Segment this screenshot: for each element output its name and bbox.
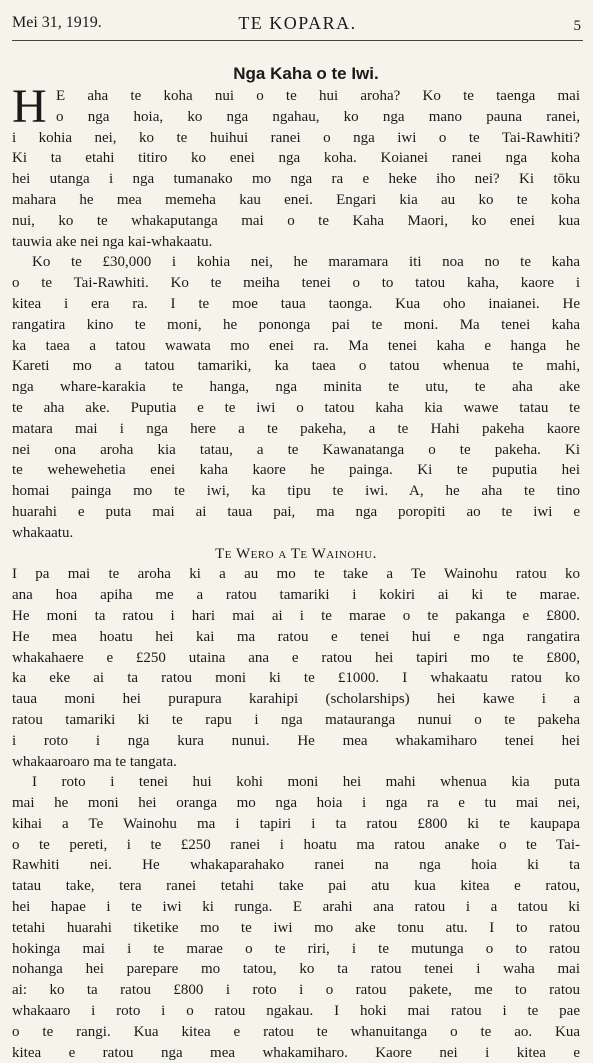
page-header	[12, 8, 583, 41]
page-number: 5	[573, 18, 581, 34]
text-line: whakahaere e £250 utaina ana e ratou hei tapiri mo te £800,	[12, 649, 580, 666]
text-line: i roto i nga kura nunui. He mea whakamiharo tenei hei	[12, 732, 580, 749]
text-line: o te pereti, i te £250 ranei i hoatu ma ratou anake o te Tai-	[12, 836, 580, 853]
text-line: ka eke ai ta ratou moni ki te £1000. I whakaatu ratou ko	[12, 670, 580, 687]
text-line: He mea hoatu hei kai ma ratou e tenei hui e nga rangatira	[12, 628, 580, 645]
text-line: hei utanga i nga tumanako mo nga ra e heke iho nei? Ki tōku	[12, 171, 580, 188]
text-line: whakaatu.	[12, 524, 74, 541]
text-line: hei hapae i te iwi ki runga. E arahi ana ratou i a tatou ki	[12, 899, 580, 916]
text-line: He moni ta ratou i hari mai ai i te marae o te pakanga e £800.	[12, 607, 580, 624]
text-line: rangatira kino te moni, he pononga pai te moni. Ma tenei kaha	[12, 316, 580, 333]
text-line: ai: ko ta ratou £800 i roto i o ratou pakete, me to ratou	[12, 982, 580, 999]
text-line: whakaaroaro ma te tangata.	[12, 753, 177, 770]
text-line: ka taea a tatou wawata mo enei ra. Ma tenei kaha e hanga he	[12, 337, 580, 354]
text-line: I roto i tenei hui kohi moni hei mahi whenua kia puta	[32, 774, 580, 791]
text-line: I pa mai te aroha ki a au mo te take a Te Wainohu ratou ko	[12, 566, 580, 583]
text-line: ratou tamariki ki te rapu i nga matauranga nunui o te pakeha	[12, 711, 580, 728]
text-line: whakaaro i roto i o ratou ngakau. I hoki mai ratou i te pae	[12, 1003, 580, 1020]
header-date: Mei 31, 1919.	[12, 14, 102, 31]
text-line: ana hoa apiha me a ratou tamariki i kokiri ai ki te marae.	[12, 587, 580, 604]
text-line: E aha te koha nui o te hui aroha? Ko te taenga mai	[56, 88, 580, 104]
text-line: kitea e ratou nga mea whakamiharo. Kaore nei i kitea e	[12, 1044, 580, 1061]
text-line: nui, ko te whakaputanga mai o te Kaha Maori, ko enei kua	[12, 212, 580, 229]
text-line: mahara he mea memeha kau enei. Engari kia au ko te koha	[12, 191, 580, 208]
text-line: homai painga mo te iwi, ka tipu te iwi. A, he aha te tino	[12, 483, 580, 500]
text-line: Ki ta etahi titiro ko enei nga koha. Koianei ranei nga koha	[12, 150, 580, 167]
drop-cap: H	[12, 80, 47, 133]
text-line: Kareti mo a tatou tamariki, ka taea o tatou whenua te mahi,	[12, 358, 580, 375]
text-line: kitea i era ra. I te moe taua taonga. Kua oho inaianei. He	[12, 295, 580, 312]
text-line: tauwia ake nei nga kai-whakaatu.	[12, 233, 213, 250]
text-line: matara mai i nga here a te pakeha, a te Hahi pakeha kaore	[12, 420, 580, 437]
text-line: tetahi huarahi tiketike mo te iwi mo ake tonu atu. I to ratou	[12, 919, 580, 936]
text-line: te aha ake. Puputia e te iwi o tatou kaha kia wawe tatau te	[12, 399, 580, 416]
text-line: mai he moni hei oranga mo nga hoia i nga ra e tu mai nei,	[12, 795, 580, 812]
opening-paragraph-start	[12, 80, 580, 133]
text-line: o te Tai-Rawhiti. Ko te meiha tenei o to tatou kaha, kaore i	[12, 275, 580, 292]
text-line: o nga hoia, ko nga ngahau, ko nga mano pauna ranei,	[56, 108, 580, 125]
text-line: nohanga hei parepare mo tatou, ko ta ratou tenei i waha mai	[12, 961, 580, 978]
text-line: o te rangi. Kua kitea e ratou te whanuitanga o te ao. Kua	[12, 1023, 580, 1040]
paragraph-3	[12, 564, 580, 772]
text-line: huarahi e puta mai ai taua pai, ma nga poropiti ao te iwi e	[12, 503, 580, 520]
text-line: Rawhiti nei. He whakaparahako ranei na nga hoia ki ta	[12, 857, 580, 874]
text-line: hokinga mai i te marae o te riri, i te mutunga o to ratou	[12, 940, 580, 957]
text-line: te wehewehetia enei kaha kaore he painga. Ki te puputia hei	[12, 462, 580, 479]
article-title: Nga Kaha o te Iwi.	[233, 64, 379, 83]
text-line: nga whare-karakia te hanga, nga minita te utu, te aha ake	[12, 379, 580, 396]
header-title: TE KOPARA.	[238, 13, 357, 33]
text-line: tatau take, tera ranei tetahi take pai atu kua kitea e ratou,	[12, 878, 580, 895]
paragraph-4	[12, 772, 580, 1063]
text-line: nei ona aroha kia tatau, a te Kawanatanga o te pakeha. Ki	[12, 441, 580, 458]
subheading: Te Wero a Te Wainohu.	[215, 545, 377, 562]
text-line: i kohia nei, ko te huihui ranei o nga iwi o te Tai-Rawhiti?	[12, 129, 580, 146]
paragraph-1	[12, 128, 580, 253]
text-line: Ko te £30,000 i kohia nei, he maramara iti noa no te kaha	[32, 254, 580, 271]
text-line: kihai a Te Wainohu ma i tapiri i ta ratou £800 ki te kaupapa	[12, 815, 580, 832]
article-body	[12, 62, 580, 1063]
paragraph-2	[12, 252, 580, 543]
text-line: taua moni hei purapura karahipi (scholarships) hei kawe i a	[12, 691, 580, 708]
